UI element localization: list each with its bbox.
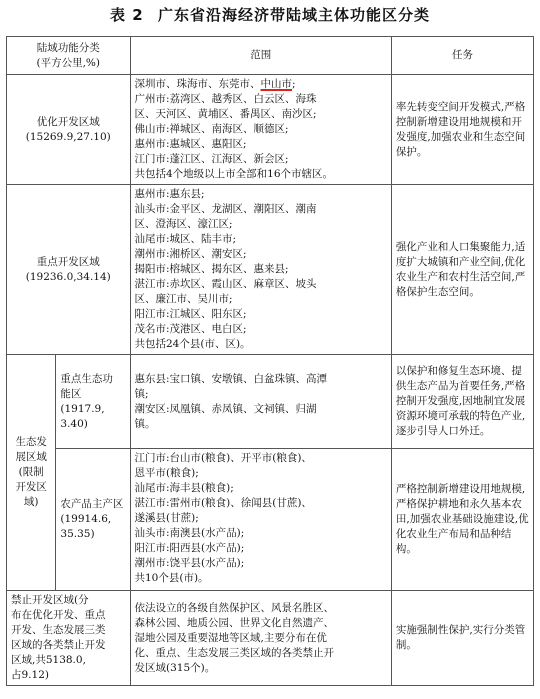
scope-line: 惠州市:惠东县; bbox=[134, 188, 205, 200]
eco-name-line: (限制 bbox=[18, 466, 44, 478]
scope-line: 共包括24个县(市、区)。 bbox=[134, 338, 251, 350]
eco-key-name-cell bbox=[56, 355, 130, 449]
key-dev-scope bbox=[130, 185, 391, 355]
eco-key-name-line1: 重点生态功 bbox=[60, 372, 113, 385]
scope-line: 潮州市:湘桥区、潮安区; bbox=[134, 248, 247, 260]
optimized-task: 率先转变空间开发模式,严格控制新增建设用地规模和开发强度,加强农业和生态空间保护。 bbox=[391, 75, 533, 185]
agri-scope bbox=[130, 449, 391, 591]
scope-line: 区、廉江市、吴川市; bbox=[134, 293, 233, 305]
scope-line: 汕头市:金平区、龙湖区、潮阳区、潮南 bbox=[134, 203, 317, 215]
scope-line: 潮安区:凤凰镇、赤凤镇、文祠镇、归湖 bbox=[134, 402, 317, 415]
function-zone-table bbox=[6, 36, 534, 686]
optimized-scope bbox=[130, 75, 391, 185]
table-number: 表 2 bbox=[110, 6, 144, 24]
table-title-text: 广东省沿海经济带陆域主体功能区分类 bbox=[157, 6, 430, 24]
row-agri bbox=[7, 449, 534, 591]
scope-line: 化、重点、生态发展三类区域的各类禁止开 bbox=[134, 646, 334, 659]
eco-name-cell bbox=[7, 355, 56, 591]
prohibited-task: 实施强制性保护,实行分类管制。 bbox=[391, 591, 533, 686]
scope-line: 惠州市:惠城区、惠阳区; bbox=[134, 138, 247, 150]
key-dev-stat: (19236.0,34.14) bbox=[25, 270, 111, 283]
prohibited-name-cell bbox=[7, 591, 131, 686]
scope-line: 江门市:蓬江区、江海区、新会区; bbox=[134, 153, 289, 165]
scope-line: 区、澄海区、濠江区; bbox=[134, 218, 233, 230]
prohibited-name-line: 占9.12) bbox=[11, 669, 49, 681]
scope-line: 揭阳市:榕城区、揭东区、惠来县; bbox=[134, 263, 289, 275]
scope-line: 潮州市:饶平县(水产品); bbox=[134, 557, 245, 569]
scope-line: 镇。 bbox=[134, 417, 156, 430]
agri-name: 农产品主产区 bbox=[60, 498, 124, 510]
scope-text: ; bbox=[292, 78, 296, 90]
eco-name-line: 域) bbox=[23, 496, 39, 508]
eco-key-name-line2: 能区 bbox=[60, 387, 82, 400]
optimized-name: 优化开发区域 bbox=[36, 115, 100, 128]
scope-line: 依法设立的各级自然保护区、风景名胜区、 bbox=[134, 601, 334, 614]
scope-line: 阳江市:江城区、阳东区; bbox=[134, 308, 247, 320]
scope-line: 湛江市:赤坎区、霞山区、麻章区、坡头 bbox=[134, 278, 317, 290]
eco-key-scope bbox=[130, 355, 391, 449]
scope-line: 湛江市:雷州市(粮食)、徐闻县(甘蔗)、 bbox=[134, 497, 312, 509]
header-category bbox=[7, 37, 131, 75]
header-category-line1: 陆域功能分类 bbox=[36, 41, 100, 54]
prohibited-name-line: 禁止开发区域(分 bbox=[11, 594, 89, 606]
agri-task: 严格控制新增建设用地规模,严格保护耕地和永久基本农田,加强农业基础设施建设,优化农业生产布局和品种结构。 bbox=[391, 449, 533, 591]
scope-line: 湿地公园及重要湿地等区域,主要分布在优 bbox=[134, 631, 327, 644]
agri-stat-line2: 35.35) bbox=[60, 528, 95, 540]
scope-line: 遂溪县(甘蔗); bbox=[134, 512, 199, 524]
key-dev-name: 重点开发区域 bbox=[36, 255, 100, 268]
header-row bbox=[7, 37, 534, 75]
scope-line: 阳江市:阳西县(水产品); bbox=[134, 542, 245, 554]
scope-line: 江门市:台山市(粮食)、开平市(粮食)、 bbox=[134, 452, 312, 464]
prohibited-name-line: 区域的各类禁止开发 bbox=[11, 639, 106, 651]
eco-name-line: 展区域 bbox=[15, 451, 47, 463]
scope-line: 发区域(315个)。 bbox=[134, 661, 216, 674]
row-key-development bbox=[7, 185, 534, 355]
prohibited-name-line: 布在优化开发、重点 bbox=[11, 609, 106, 621]
scope-line: 惠东县:宝口镇、安墩镇、白盆珠镇、高潭 bbox=[134, 372, 328, 385]
row-prohibited bbox=[7, 591, 534, 686]
scope-line: 共10个县(市)。 bbox=[134, 572, 209, 584]
scope-line: 汕尾市:海丰县(粮食); bbox=[134, 482, 234, 494]
zhongshan-highlight: 中山市 bbox=[260, 78, 292, 90]
header-task: 任务 bbox=[391, 37, 533, 75]
scope-line: 汕头市:南澳县(水产品); bbox=[134, 527, 245, 539]
scope-line: 恩平市(粮食); bbox=[134, 467, 199, 479]
scope-line: 广州市:荔湾区、越秀区、白云区、海珠 bbox=[134, 93, 317, 105]
scope-line: 镇; bbox=[134, 387, 149, 400]
scope-line bbox=[135, 77, 387, 92]
eco-name-line: 生态发 bbox=[15, 436, 47, 448]
header-category-line2: (平方公里,%) bbox=[36, 56, 100, 69]
prohibited-name-line: 区域,共5138.0, bbox=[11, 654, 86, 666]
eco-key-stat-line2: 3.40) bbox=[60, 417, 88, 430]
row-eco-key bbox=[7, 355, 534, 449]
agri-stat-line1: (19914.6, bbox=[60, 513, 112, 525]
eco-name-line: 开发区 bbox=[15, 481, 47, 493]
prohibited-name-line: 开发、生态发展三类 bbox=[11, 624, 106, 636]
scope-line: 佛山市:禅城区、南海区、顺德区; bbox=[134, 123, 289, 135]
eco-key-task: 以保护和修复生态环境、提供生态产品为首要任务,严格控制开发强度,因地制宜发展资源环境可承载的特色产业,逐步引导人口外迁。 bbox=[391, 355, 533, 449]
key-dev-task: 强化产业和人口集聚能力,适度扩大城镇和产业空间,优化农业生产和农村生活空间,严格保护生态空间。 bbox=[391, 185, 533, 355]
scope-text: 深圳市、珠海市、东莞市、 bbox=[134, 78, 261, 90]
eco-key-stat-line1: (1917.9, bbox=[60, 402, 105, 415]
scope-line: 汕尾市:城区、陆丰市; bbox=[134, 233, 237, 245]
scope-line: 森林公园、地质公园、世界文化自然遗产、 bbox=[134, 616, 334, 629]
key-dev-name-cell bbox=[7, 185, 131, 355]
header-scope: 范围 bbox=[130, 37, 391, 75]
optimized-name-cell bbox=[7, 75, 131, 185]
agri-name-cell bbox=[56, 449, 130, 591]
table-title bbox=[0, 4, 540, 30]
scope-line: 区、天河区、黄埔区、番禺区、南沙区; bbox=[134, 108, 317, 120]
prohibited-scope bbox=[130, 591, 391, 686]
optimized-stat: (15269.9,27.10) bbox=[25, 130, 111, 143]
scope-line: 茂名市:茂港区、电白区; bbox=[134, 323, 247, 335]
row-optimized bbox=[7, 75, 534, 185]
scope-line: 共包括4个地级以上市全部和16个市辖区。 bbox=[134, 168, 334, 180]
